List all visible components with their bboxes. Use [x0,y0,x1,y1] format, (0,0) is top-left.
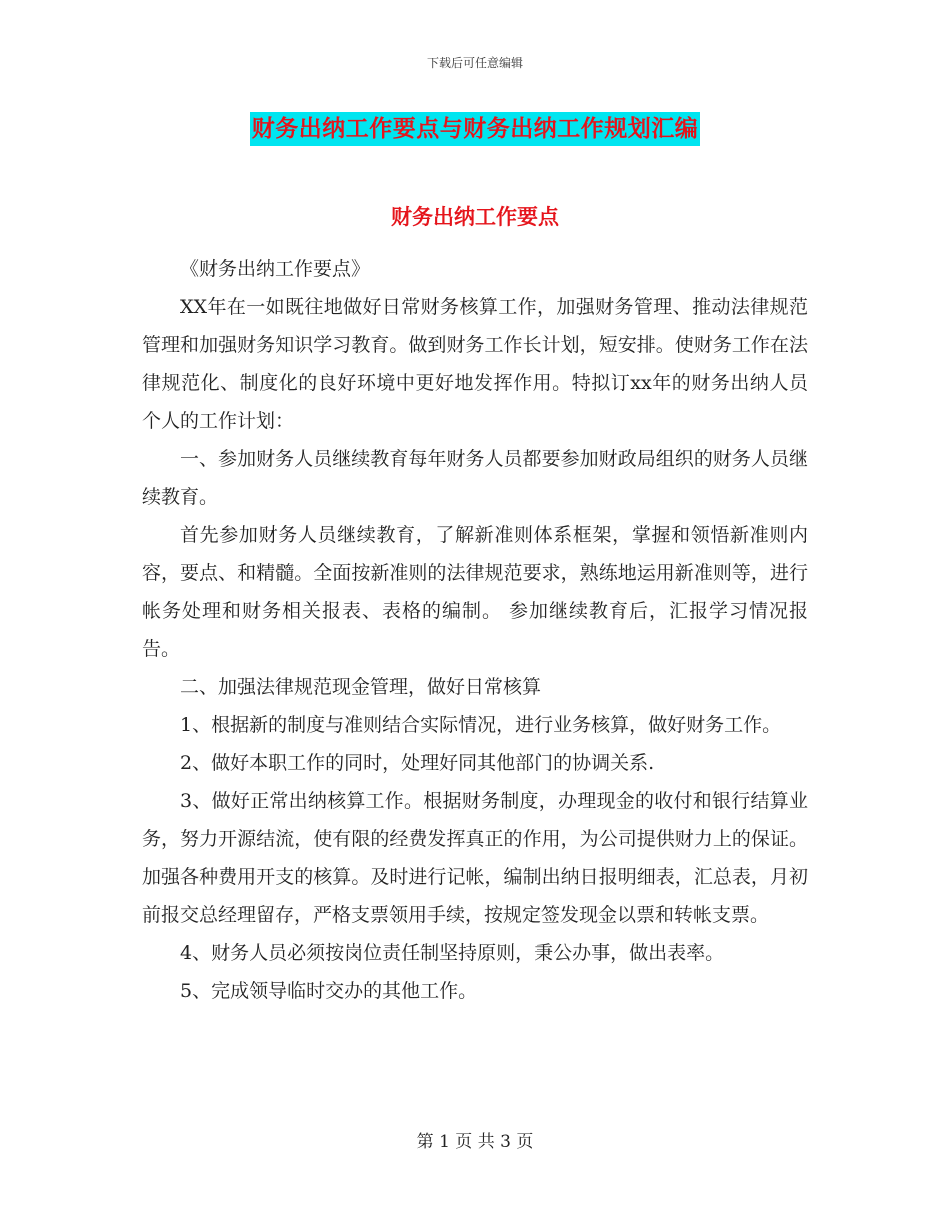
paragraph-education: 首先参加财务人员继续教育，了解新准则体系框架，掌握和领悟新准则内容，要点、和精髓。全面按新准则的法律规范要求，熟练地运用新准则等，进行帐务处理和财务相关报表、表格的编制。 参加继续教育后，汇报学习情况报告。 [142,524,808,660]
paragraph-item-one: 一、参加财务人员继续教育每年财务人员都要参加财政局组织的财务人员继续教育。 [142,448,808,508]
main-title: 财务出纳工作要点与财务出纳工作规划汇编 [250,112,701,146]
paragraph-point-4: 4、财务人员必须按岗位责任制坚持原则，秉公办事，做出表率。 [180,942,725,964]
paragraph-point-2: 2、做好本职工作的同时，处理好同其他部门的协调关系. [180,752,655,774]
paragraph-intro: XX年在一如既往地做好日常财务核算工作，加强财务管理、推动法律规范管理和加强财务知识学习教育。做到财务工作长计划，短安排。使财务工作在法律规范化、制度化的良好环境中更好地发挥作用。特拟订xx年的财务出纳人员个人的工作计划： [142,296,808,432]
paragraph-point-5: 5、完成领导临时交办的其他工作。 [180,980,478,1002]
page-header-note: 下载后可任意编辑 [426,56,523,70]
page-number: 第 1 页 共 3 页 [416,1132,534,1152]
paragraph-item-two: 二、加强法律规范现金管理，做好日常核算 [180,676,542,698]
paragraph-point-3: 3、做好正常出纳核算工作。根据财务制度，办理现金的收付和银行结算业务，努力开源结流，使有限的经费发挥真正的作用，为公司提供财力上的保证。加强各种费用开支的核算。及时进行记帐，编制出纳日报明细表，汇总表，月初前报交总经理留存，严格支票领用手续，按规定签发现金以票和转帐支票。 [142,790,808,926]
paragraph-book-title: 《财务出纳工作要点》 [180,258,371,280]
section-title: 财务出纳工作要点 [391,205,559,229]
main-title-container [0,112,950,146]
paragraph-point-1: 1、根据新的制度与准则结合实际情况，进行业务核算，做好财务工作。 [180,714,782,736]
document-body [142,250,808,1010]
